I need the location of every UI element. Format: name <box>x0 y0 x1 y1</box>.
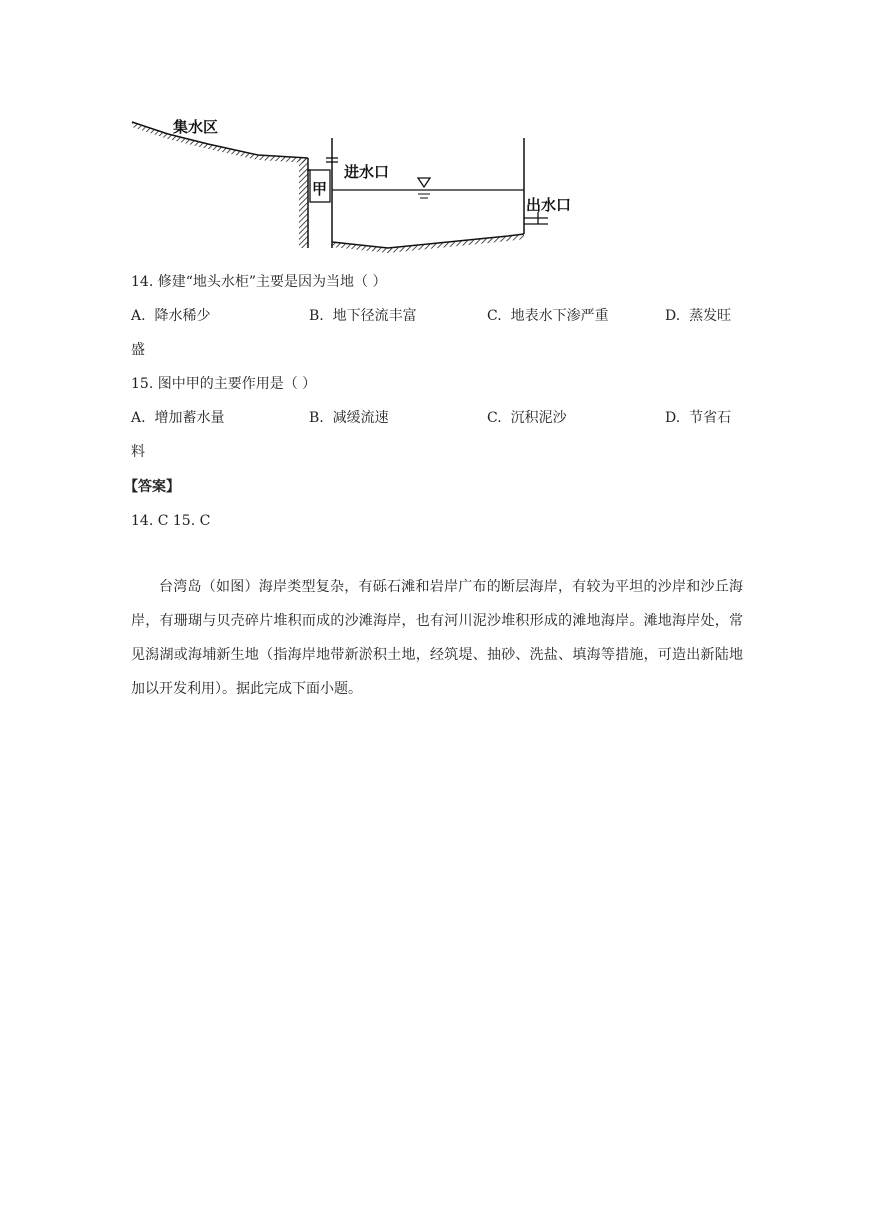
option-letter: D. <box>665 308 681 324</box>
reservoir-diagram <box>128 110 588 260</box>
q15-option-b <box>309 408 389 428</box>
q15-stem: 15. 图中甲的主要作用是（ ） <box>131 376 317 392</box>
label-outlet: 出水口 <box>526 196 572 214</box>
q14-stem: 14. 修建“地头水柜”主要是因为当地（ ） <box>131 274 387 290</box>
option-text: 降水稀少 <box>154 308 211 324</box>
q15-option-a <box>131 408 224 428</box>
water-level-icon <box>418 178 430 187</box>
answer-line: 14. C 15. C <box>131 513 211 529</box>
jia-wall-hatch <box>299 158 308 248</box>
option-letter: A. <box>131 308 146 324</box>
option-text: 蒸发旺 <box>689 308 732 324</box>
option-letter: C. <box>487 410 502 426</box>
option-letter: B. <box>309 308 324 324</box>
answer-heading: 【答案】 <box>124 479 180 495</box>
option-text: 地下径流丰富 <box>332 308 417 324</box>
reservoir-diagram-svg <box>128 110 588 260</box>
option-letter: D. <box>665 410 681 426</box>
q14-option-d-wrap: 盛 <box>131 342 145 358</box>
q15-option-c <box>487 408 567 428</box>
option-text: 节省石 <box>689 410 732 426</box>
q14-option-c <box>487 306 609 326</box>
passage <box>131 570 743 706</box>
q14-option-d <box>665 306 731 326</box>
label-catchment: 集水区 <box>173 118 219 136</box>
q14-option-b <box>309 306 417 326</box>
label-jia: 甲 <box>312 180 328 198</box>
q15-option-d-wrap: 料 <box>131 444 145 460</box>
q14-option-a <box>131 306 210 326</box>
option-letter: C. <box>487 308 502 324</box>
option-text: 增加蓄水量 <box>154 410 225 426</box>
q15-option-d <box>665 408 731 428</box>
label-inlet: 进水口 <box>344 163 390 181</box>
slope-line <box>132 122 308 158</box>
passage-text: 台湾岛（如图）海岸类型复杂，有砾石滩和岩岸广布的断层海岸，有较为平坦的沙岸和沙丘海岸，有珊瑚与贝壳碎片堆积而成的沙滩海岸，也有河川泥沙堆积形成的滩地海岸。滩地海岸处，常见潟湖或海埔新生地（指海岸地带新淤积土地，经筑堤、抽砂、洗盐、填海等措施，可造出新陆地加以开发利用）。据此完成下面小题。 <box>131 579 743 697</box>
option-letter: B. <box>309 410 324 426</box>
option-text: 减缓流速 <box>332 410 389 426</box>
option-letter: A. <box>131 410 146 426</box>
option-text: 地表水下渗严重 <box>510 308 609 324</box>
option-text: 沉积泥沙 <box>510 410 567 426</box>
slope-hatch <box>132 122 308 163</box>
step-wall <box>308 158 310 170</box>
